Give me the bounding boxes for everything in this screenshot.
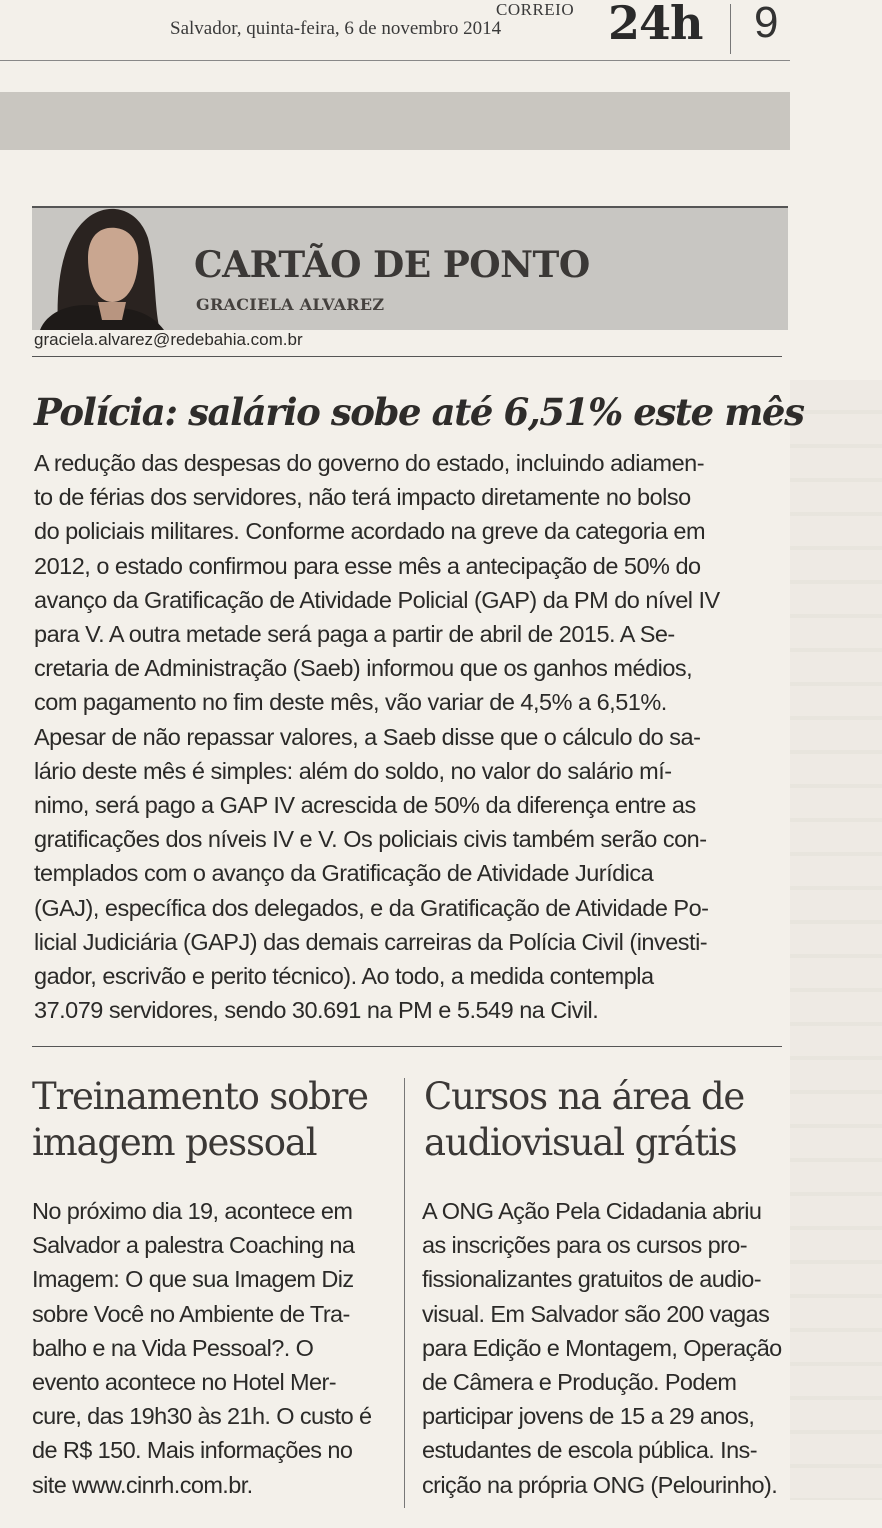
body-line: estudantes de escola pública. Ins- (422, 1437, 757, 1464)
title-line: imagem pessoal (32, 1121, 317, 1164)
body-line: No próximo dia 19, acontece em (32, 1198, 353, 1224)
body-line: to de férias dos servidores, não terá impacto diretamente no bolso (34, 484, 691, 511)
body-line: crição na própria ONG (Pelourinho). (422, 1471, 778, 1498)
body-line: evento acontece no Hotel Mer- (32, 1369, 336, 1396)
body-line: cure, das 19h30 às 21h. O custo é (32, 1403, 372, 1430)
main-headline: Polícia: salário sobe até 6,51% este mês (34, 390, 804, 434)
column-rule (32, 356, 782, 357)
body-line: as inscrições para os cursos pro- (422, 1232, 748, 1259)
bleed-through-band (0, 92, 790, 150)
right-article-body (422, 1194, 782, 1502)
column-divider (404, 1078, 405, 1508)
title-line: audiovisual grátis (424, 1121, 737, 1164)
body-line: balho e na Vida Pessoal?. O (32, 1334, 314, 1361)
body-line: templados com o avanço da Gratificação de Atividade Jurídica (34, 860, 654, 887)
body-line: 37.079 servidores, sendo 30.691 na PM e 5.549 na Civil. (34, 997, 599, 1024)
body-line: sobre Você no Ambiente de Tra- (32, 1300, 350, 1327)
title-line: Cursos na área de (424, 1075, 745, 1118)
body-line: para V. A outra metade será paga a partir de abril de 2015. A Se- (34, 621, 675, 648)
newspaper-brand: CORREIO (496, 0, 575, 19)
body-line: gratificações dos níveis IV e V. Os policiais civis também serão con- (34, 826, 707, 853)
body-line: de Câmera e Produção. Podem (422, 1369, 737, 1396)
body-line: 2012, o estado confirmou para esse mês a antecipação de 50% do (34, 552, 701, 579)
page-header (0, 0, 882, 62)
body-line: cretaria de Administração (Saeb) informou que os ganhos médios, (34, 655, 693, 682)
left-article-title (32, 1074, 368, 1166)
body-line: (GAJ), específica dos delegados, e da Gratificação de Atividade Po- (34, 894, 709, 921)
body-line: Apesar de não repassar valores, a Saeb disse que o cálculo do sa- (34, 723, 701, 750)
column-author: GRACIELA ALVAREZ (196, 295, 385, 314)
body-line: avanço da Gratificação de Atividade Policial (GAP) da PM do nível IV (34, 586, 720, 613)
author-photo (38, 198, 164, 330)
body-line: site www.cinrh.com.br. (32, 1471, 253, 1498)
body-line: nimo, será pago a GAP IV acrescida de 50% da diferença entre as (34, 792, 696, 819)
body-line: fissionalizantes gratuitos de audio- (422, 1266, 761, 1293)
body-line: Imagem: O que sua Imagem Diz (32, 1266, 354, 1293)
section-name: 24h (608, 0, 703, 50)
body-line: do policiais militares. Conforme acordado na greve da categoria em (34, 518, 706, 545)
body-line: Salvador a palestra Coaching na (32, 1232, 355, 1259)
header-divider (730, 4, 731, 54)
dateline: Salvador, quinta-feira, 6 de novembro 2014 (170, 18, 502, 39)
right-article-title (424, 1074, 744, 1166)
body-line: com pagamento no fim deste mês, vão variar de 4,5% a 6,51%. (34, 689, 667, 716)
title-line: Treinamento sobre (32, 1075, 368, 1118)
body-line: de R$ 150. Mais informações no (32, 1437, 353, 1464)
body-line: para Edição e Montagem, Operação (422, 1334, 782, 1361)
author-email: graciela.alvarez@redebahia.com.br (34, 330, 303, 349)
body-line: gador, escrivão e perito técnico). Ao todo, a medida contempla (34, 963, 654, 990)
body-line: visual. Em Salvador são 200 vagas (422, 1300, 770, 1327)
body-line: A redução das despesas do governo do estado, incluindo adiamen- (34, 450, 705, 476)
body-line: participar jovens de 15 a 29 anos, (422, 1403, 755, 1430)
body-line: licial Judiciária (GAPJ) das demais carreiras da Polícia Civil (investi- (34, 928, 708, 955)
body-line: A ONG Ação Pela Cidadania abriu (422, 1198, 762, 1224)
column-title: CARTÃO DE PONTO (194, 244, 590, 286)
left-article-body (32, 1194, 371, 1502)
bleed-through-margin (790, 380, 882, 1500)
body-line: lário deste mês é simples: além do soldo, no valor do salário mí- (34, 757, 672, 784)
article-divider (32, 1046, 782, 1047)
main-article-body (34, 446, 784, 1027)
page-number: 9 (754, 0, 779, 47)
header-rule (0, 60, 790, 61)
